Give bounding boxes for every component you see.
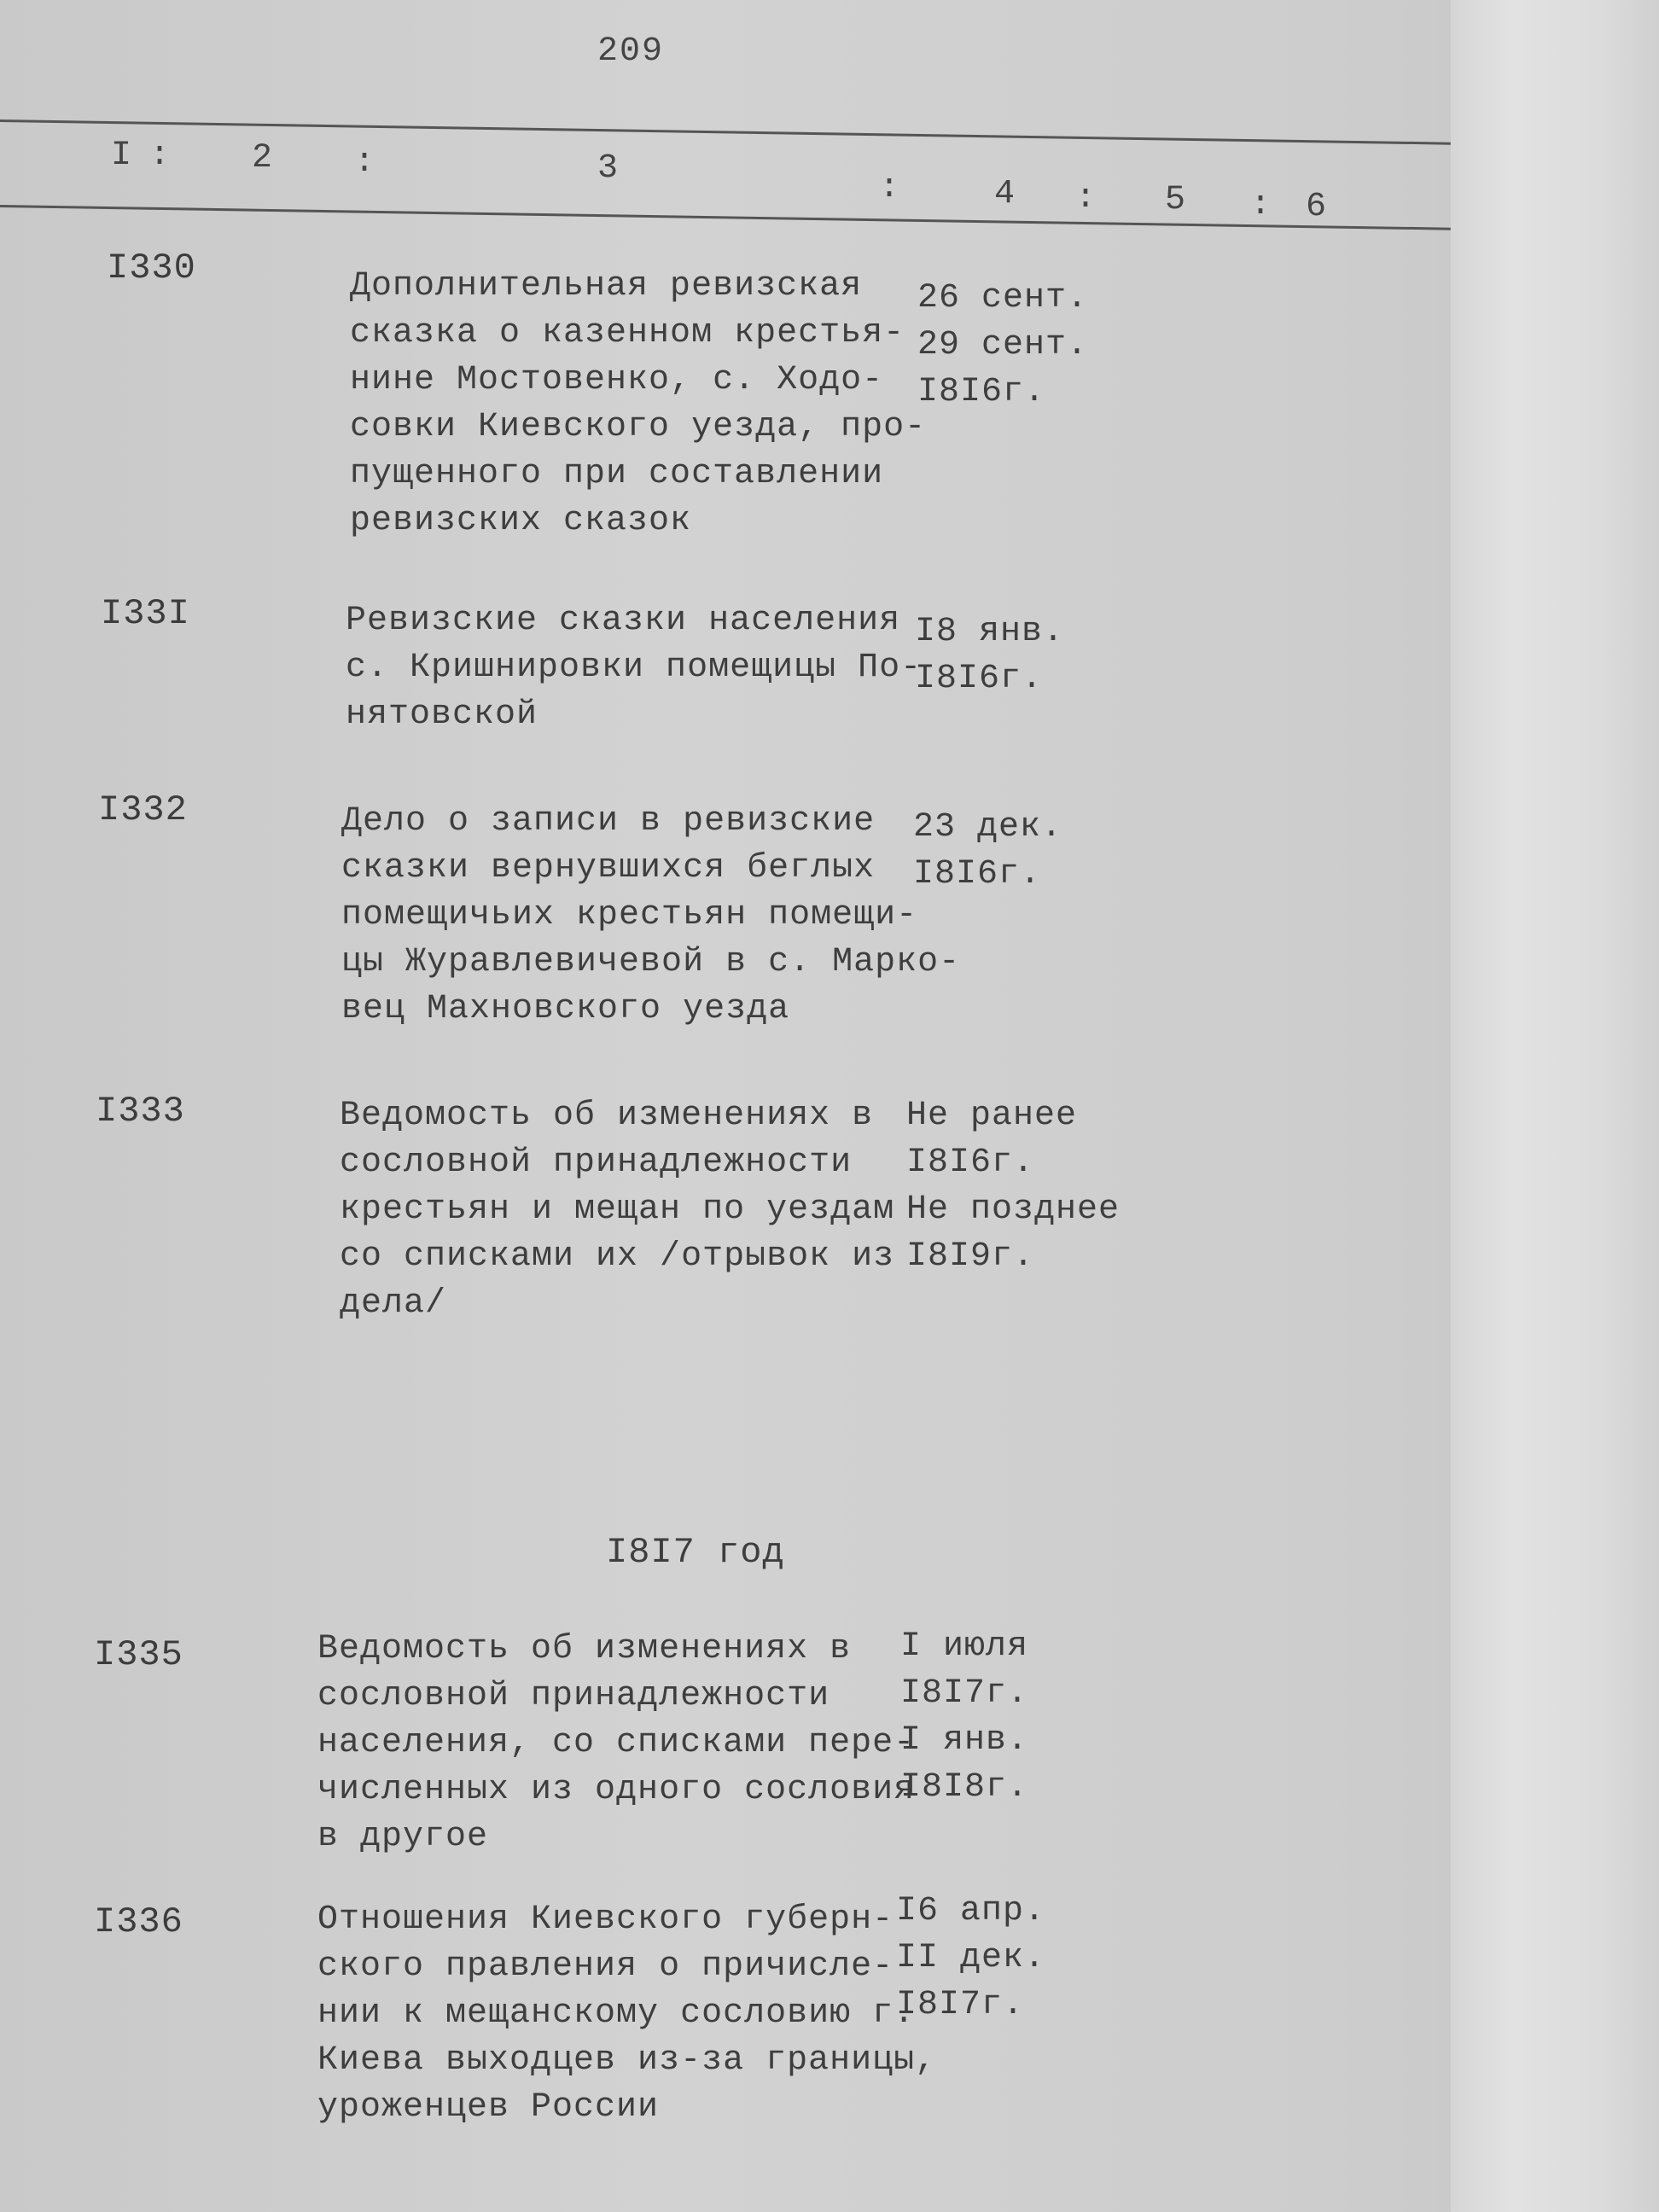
column-separator: : (1075, 179, 1097, 218)
page-number: 209 (597, 32, 665, 71)
entry-dates: I8 янв. I8I6г. (915, 613, 1065, 698)
entry-number: I33I (101, 593, 190, 634)
entry-description: Ведомость об изменениях в сословной принадлежности крестьян и мещан по уездам со списками их /отрывок из дела/ (340, 1097, 895, 1323)
entry-number: I330 (107, 247, 196, 288)
column-header-5: 5 (1165, 181, 1186, 219)
entry-number: I333 (96, 1091, 185, 1132)
entry-dates: I6 апр. II дек. I8I7г. (896, 1892, 1046, 2024)
column-header-3: 3 (597, 149, 619, 188)
entry-number: I332 (98, 789, 188, 830)
page-edge (1451, 0, 1659, 2212)
entry-dates: I июля I8I7г. I янв. I8I8г. (900, 1627, 1029, 1807)
column-separator: : (354, 143, 375, 182)
header-rule-top (0, 119, 1451, 145)
entry-dates: 26 сент. 29 сент. I8I6г. (917, 279, 1089, 411)
entry-dates: 23 дек. I8I6г. (913, 808, 1063, 894)
entry-description: Ревизские сказки населения с. Кришнировки помещицы По- нятовской (346, 602, 923, 734)
column-separator: : (1250, 186, 1272, 224)
column-header-6: 6 (1306, 188, 1327, 226)
column-header-4: 4 (994, 175, 1016, 213)
entry-description: Дополнительная ревизская сказка о казенном крестья- нине Мостовенко, с. Ходо- совки Киевского уезда, про- пущенного при составлении ревизских сказок (350, 267, 927, 540)
entry-description: Отношения Киевского губерн- ского правления о причисле- нии к мещанскому сословию г. Киева выходцев из-за границы, уроженцев России (317, 1901, 937, 2127)
entry-number: I335 (94, 1634, 183, 1675)
header-rule-bottom (0, 205, 1451, 230)
entry-description: Дело о записи в ревизские сказки вернувшихся беглых помещичьих крестьян помещи- цы Журавлевичевой в с. Марко- вец Махновского уезда (341, 802, 961, 1028)
entry-number: I336 (94, 1901, 183, 1942)
column-header-1: I (111, 137, 132, 175)
section-heading-1817: I8I7 год (606, 1532, 785, 1573)
column-separator: : (879, 169, 900, 207)
entry-description: Ведомость об изменениях в сословной принадлежности населения, со списками пере- численных из одного сословия в другое (317, 1630, 916, 1856)
column-separator: : (149, 137, 171, 175)
column-header-2: 2 (252, 139, 273, 178)
entry-dates: Не ранее I8I6г. Не позднее I8I9г. (906, 1097, 1121, 1276)
